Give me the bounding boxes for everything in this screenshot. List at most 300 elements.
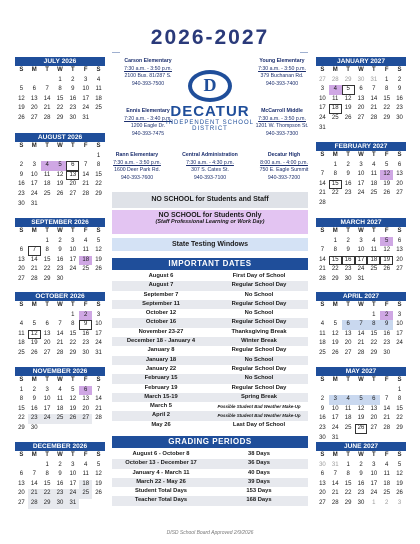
calendar-day: [355, 386, 368, 396]
weekday-label: T: [45, 67, 49, 73]
school-name: Carson Elementary: [124, 58, 172, 64]
calendar-day: 16: [383, 330, 391, 337]
calendar-day: 20: [30, 105, 38, 112]
calendar-day: 20: [357, 105, 365, 112]
school-hours[interactable]: 7:30 a.m. - 4:30 p.m.: [186, 159, 234, 166]
weekday-label: S: [96, 302, 101, 308]
school-address: 379 Buchanan Rd.: [260, 73, 304, 80]
calendar-day: [367, 386, 380, 396]
school-phone: 940-393-7475: [131, 130, 165, 137]
calendar-august-2026: [15, 133, 105, 209]
calendar-day: 20: [396, 180, 403, 187]
calendar-day: [355, 124, 368, 134]
calendar-day: 12: [380, 170, 393, 180]
weekday-label: T: [71, 302, 75, 308]
calendar-day: 25: [95, 105, 102, 112]
row-description: 39 Days: [248, 478, 270, 485]
calendar-day: 20: [370, 415, 378, 422]
calendar-day: [380, 124, 393, 134]
calendar-day: 29: [344, 499, 352, 506]
weekday-label: T: [45, 302, 49, 308]
calendar-day: 27: [18, 499, 25, 506]
table-row: [112, 300, 308, 309]
weekday-label: T: [346, 67, 350, 73]
school-phone: 940-393-7400: [265, 80, 299, 87]
legend-no-school-students-sub: (Staff Professional Learning or Work Day): [155, 219, 265, 225]
calendar-day: [342, 386, 355, 396]
weekday-label: F: [384, 152, 389, 158]
table-row: [112, 365, 308, 374]
weekday-label: S: [397, 302, 402, 308]
calendar-day: [342, 311, 355, 321]
calendar-day: [79, 152, 92, 162]
weekday-label: T: [71, 452, 75, 458]
month-grid: [15, 301, 105, 359]
row-date: September 11: [142, 300, 180, 307]
calendar-day: 23: [18, 190, 25, 197]
calendar-day: 10: [69, 471, 77, 478]
weekday-label: S: [96, 228, 101, 234]
calendar-day: [329, 386, 342, 396]
calendar-day: 17: [396, 330, 403, 337]
calendar-day: [54, 424, 67, 434]
calendar-day: 19: [95, 256, 102, 263]
calendar-day: 8: [45, 247, 49, 254]
row-date: January 8: [147, 347, 175, 354]
school-name: Decatur High: [267, 152, 301, 158]
calendar-day: 9: [79, 320, 92, 330]
calendar-day: 25: [18, 349, 25, 356]
calendar-day: 12: [18, 95, 25, 102]
calendar-day: 10: [370, 471, 378, 478]
calendar-day: [66, 152, 79, 162]
calendar-day: 10: [30, 171, 38, 178]
logo-word-decatur: DECATUR: [170, 103, 250, 120]
calendar-day: 6: [342, 320, 355, 330]
calendar-day: [28, 461, 41, 471]
row-date: October 13 - December 17: [125, 460, 197, 467]
month-header: AUGUST 2026: [15, 133, 105, 142]
calendar-day: 6: [397, 161, 402, 168]
table-row: [112, 318, 308, 327]
calendar-day: 30: [383, 349, 391, 356]
calendar-day: 14: [331, 480, 339, 487]
calendar-day: 9: [19, 171, 24, 178]
calendar-day: [329, 124, 342, 134]
calendar-day: 2: [346, 161, 350, 168]
calendar-day: 2: [346, 237, 350, 244]
calendar-day: 5: [385, 161, 389, 168]
calendar-day: [329, 311, 342, 321]
weekday-label: S: [320, 302, 325, 308]
school-hours[interactable]: 7:30 a.m. - 3:50 p.m.: [113, 159, 161, 166]
calendar-day: 4: [329, 85, 342, 95]
calendar-day: 22: [370, 340, 378, 347]
weekday-label: T: [372, 152, 376, 158]
row-date: December 18 - January 4: [126, 338, 196, 345]
calendar-day: 13: [82, 396, 90, 403]
calendar-day: 4: [84, 461, 88, 468]
calendar-day: [380, 275, 393, 285]
calendar-day: 2: [380, 311, 393, 321]
calendar-day: 29: [95, 190, 102, 197]
calendar-day: 24: [357, 190, 365, 197]
calendar-day: 8: [45, 471, 49, 478]
calendar-day: 18: [367, 256, 380, 266]
calendar-day: 15: [383, 95, 391, 102]
weekday-label: S: [320, 452, 325, 458]
calendar-day: 10: [396, 321, 403, 328]
school-hours[interactable]: 7:30 a.m. - 3:50 p.m.: [258, 115, 306, 122]
calendar-day: [393, 124, 406, 134]
calendar-day: 22: [18, 415, 25, 422]
calendar-day: [316, 386, 329, 396]
weekday-label: S: [397, 152, 402, 158]
calendar-day: 30: [82, 349, 90, 356]
weekday-label: T: [346, 302, 350, 308]
legend-no-school-students: [112, 210, 308, 234]
calendar-day: 19: [56, 181, 64, 188]
calendar-day: 25: [319, 349, 326, 356]
weekday-label: S: [320, 67, 325, 73]
weekday-label: M: [332, 152, 338, 158]
calendar-day: 27: [79, 414, 92, 424]
calendar-day: 6: [45, 321, 49, 328]
calendar-day: 9: [58, 471, 62, 478]
legend-no-school-staff: [112, 192, 308, 208]
calendar-day: [355, 199, 368, 209]
calendar-day: 30: [319, 434, 326, 441]
calendar-day: 1: [333, 161, 337, 168]
table-row: [112, 411, 308, 420]
calendar-day: [92, 200, 105, 210]
calendar-day: 26: [30, 349, 38, 356]
table-row: [112, 374, 308, 383]
calendar-day: [28, 76, 41, 86]
row-description: No School: [244, 375, 274, 382]
weekday-label: T: [372, 452, 376, 458]
calendar-day: [41, 200, 54, 210]
school-phone: 940-393-7600: [120, 174, 154, 181]
calendar-day: 8: [333, 247, 337, 254]
calendar-day: 13: [357, 95, 365, 102]
row-date: Teacher Total Days: [134, 497, 188, 504]
row-description: 168 Days: [246, 497, 272, 504]
calendar-day: 10: [95, 321, 102, 328]
calendar-day: 22: [344, 490, 352, 497]
calendar-day: [54, 200, 67, 210]
month-header: MAY 2027: [316, 367, 406, 376]
calendar-day: 26: [18, 114, 25, 121]
weekday-label: M: [332, 67, 338, 73]
weekday-label: M: [31, 228, 37, 234]
table-row: [112, 402, 308, 411]
calendar-day: 28: [82, 190, 90, 197]
calendar-day: 3: [397, 311, 402, 318]
calendar-day: 23: [357, 490, 365, 497]
calendar-day: 23: [82, 340, 90, 347]
calendar-day: 12: [357, 405, 365, 412]
calendar-day: [54, 311, 67, 321]
school-address: 2100 Bus. 81/287 S.: [124, 73, 172, 80]
calendar-day: 30: [54, 499, 67, 509]
calendar-day: [15, 311, 28, 321]
calendar-day: 21: [370, 105, 378, 112]
calendar-day: 9: [346, 171, 350, 178]
calendar-day: 27: [370, 424, 378, 431]
school-central-admin: [168, 152, 252, 182]
calendar-day: 1: [372, 311, 376, 318]
weekday-label: W: [57, 302, 63, 308]
school-phone: 940-393-7200: [267, 174, 301, 181]
weekday-label: W: [57, 67, 63, 73]
calendar-day: 21: [30, 266, 38, 273]
calendar-day: 4: [41, 161, 54, 171]
grading-periods-header: [112, 436, 308, 448]
row-date: March 5: [150, 403, 172, 410]
calendar-day: [41, 152, 54, 162]
calendar-day: 10: [357, 171, 365, 178]
row-date: September 7: [143, 291, 179, 298]
calendar-day: [329, 199, 342, 209]
month-header: SEPTEMBER 2026: [15, 218, 105, 227]
calendar-day: 19: [357, 415, 365, 422]
calendar-day: 21: [331, 490, 339, 497]
calendar-day: 18: [344, 415, 352, 422]
calendar-day: 31: [95, 349, 102, 356]
calendar-day: 13: [370, 405, 378, 412]
school-hours[interactable]: 8:00 a.m. - 4:00 p.m.: [260, 159, 308, 166]
calendar-day: 10: [69, 247, 77, 254]
month-header: MARCH 2027: [316, 218, 406, 227]
calendar-day: 19: [396, 480, 403, 487]
weekday-label: T: [346, 228, 350, 234]
calendar-day: 7: [32, 471, 36, 478]
calendar-day: 1: [58, 76, 62, 83]
school-hours[interactable]: 7:20 a.m. - 3:40 p.m.: [124, 115, 172, 122]
calendar-day: [15, 461, 28, 471]
calendar-day: 24: [370, 490, 378, 497]
calendar-day: 8: [19, 396, 24, 403]
page-title: 2026-2027: [150, 26, 270, 49]
calendar-day: 8: [346, 471, 350, 478]
calendar-day: 27: [18, 275, 25, 282]
calendar-day: 20: [18, 490, 25, 497]
calendar-day: 4: [320, 321, 325, 328]
calendar-day: 13: [43, 330, 51, 337]
calendar-day: 2: [58, 237, 62, 244]
row-date: April 2: [151, 412, 171, 419]
calendar-day: 15: [95, 171, 102, 178]
calendar-day: 14: [370, 95, 378, 102]
calendar-day: 21: [43, 105, 51, 112]
calendar-day: 3: [397, 499, 402, 506]
calendar-day: 24: [357, 266, 365, 273]
calendar-day: 22: [69, 340, 77, 347]
calendar-day: 8: [333, 171, 337, 178]
calendar-day: [79, 200, 92, 210]
calendar-day: 30: [30, 424, 38, 431]
calendar-day: 29: [396, 424, 403, 431]
calendar-day: 22: [56, 105, 64, 112]
calendar-day: 19: [18, 105, 25, 112]
calendar-day: 8: [397, 396, 402, 403]
calendar-day: 3: [329, 395, 342, 405]
weekday-label: S: [96, 452, 101, 458]
calendar-day: 15: [43, 480, 51, 487]
month-grid: [316, 66, 406, 133]
calendar-day: 25: [331, 114, 339, 121]
calendar-day: [367, 199, 380, 209]
calendar-day: 30: [396, 114, 403, 121]
calendar-day: 3: [84, 76, 88, 83]
calendar-september-2026: [15, 218, 105, 285]
calendar-day: 2: [19, 162, 24, 169]
weekday-label: M: [332, 452, 338, 458]
calendar-day: 11: [319, 330, 326, 337]
calendar-day: 5: [397, 461, 402, 468]
calendar-day: [41, 76, 54, 86]
weekday-label: M: [31, 452, 37, 458]
calendar-day: 5: [355, 395, 368, 405]
calendar-day: 29: [56, 114, 64, 121]
weekday-label: S: [96, 143, 101, 149]
weekday-label: S: [19, 143, 24, 149]
calendar-day: 23: [54, 489, 67, 499]
calendar-day: [367, 124, 380, 134]
calendar-day: 15: [396, 405, 403, 412]
weekday-label: F: [384, 302, 389, 308]
calendar-day: 24: [82, 105, 90, 112]
calendar-day: 27: [30, 114, 38, 121]
calendar-day: 9: [359, 471, 363, 478]
table-row: [112, 346, 308, 355]
calendar-day: 12: [95, 247, 102, 254]
calendar-day: 30: [18, 200, 25, 207]
calendar-day: 12: [95, 471, 102, 478]
calendar-day: 2: [397, 76, 402, 83]
weekday-label: M: [31, 302, 37, 308]
school-address: 750 E. Eagle Summit: [259, 167, 309, 174]
weekday-label: W: [57, 143, 63, 149]
calendar-day: [15, 152, 28, 162]
calendar-day: 5: [96, 461, 101, 468]
calendar-day: 29: [43, 275, 51, 282]
logo-word-district: INDEPENDENT SCHOOL DISTRICT: [166, 120, 254, 132]
calendar-october-2026: [15, 292, 105, 359]
calendar-day: 30: [357, 76, 365, 83]
calendar-day: 7: [84, 162, 88, 169]
calendar-day: 11: [370, 247, 377, 254]
table-row: [112, 384, 308, 393]
school-hours[interactable]: 7:30 a.m. - 3:50 p.m.: [258, 65, 306, 72]
calendar-day: [380, 199, 393, 209]
calendar-day: 20: [396, 256, 403, 263]
weekday-label: T: [372, 67, 376, 73]
weekday-label: S: [320, 377, 325, 383]
weekday-label: F: [83, 377, 88, 383]
calendar-day: 16: [357, 480, 365, 487]
calendar-day: 2: [359, 461, 363, 468]
weekday-label: F: [384, 67, 389, 73]
table-row: [112, 272, 308, 281]
weekday-label: S: [96, 377, 101, 383]
weekday-label: T: [71, 143, 75, 149]
calendar-day: [342, 199, 355, 209]
calendar-day: [367, 275, 380, 285]
school-hours[interactable]: 7:30 a.m. - 3:50 p.m.: [124, 65, 172, 72]
calendar-day: 10: [82, 86, 90, 93]
calendar-day: [28, 152, 41, 162]
calendar-day: 24: [331, 424, 339, 431]
calendar-day: [92, 424, 105, 434]
calendar-day: 3: [45, 386, 49, 393]
calendar-day: 28: [43, 114, 51, 121]
calendar-day: 4: [372, 161, 376, 168]
calendar-day: 5: [71, 386, 75, 393]
calendar-day: 23: [383, 340, 391, 347]
calendar-day: [54, 152, 67, 162]
district-logo: [165, 70, 255, 132]
row-description: Spring Break: [240, 393, 278, 400]
school-name: Central Administration: [182, 152, 238, 158]
calendar-day: 18: [18, 340, 25, 347]
calendar-day: 13: [30, 95, 38, 102]
calendar-day: 22: [95, 181, 102, 188]
calendar-day: [41, 424, 54, 434]
calendar-day: 9: [58, 247, 62, 254]
calendar-day: 26: [396, 490, 403, 497]
weekday-label: T: [45, 228, 49, 234]
calendar-july-2026: [15, 57, 105, 124]
weekday-label: F: [83, 228, 88, 234]
calendar-day: 22: [331, 190, 339, 197]
table-row: [112, 328, 308, 337]
row-description: 36 Days: [248, 460, 270, 467]
calendar-day: 12: [28, 330, 41, 340]
calendar-march-2027: [316, 218, 406, 285]
weekday-label: S: [397, 67, 402, 73]
calendar-day: 21: [56, 340, 64, 347]
row-description: Possible Student Bad Weather Make-Up: [217, 413, 301, 419]
important-dates-table: [112, 272, 308, 430]
month-header: DECEMBER 2026: [15, 442, 105, 451]
table-row: [112, 393, 308, 402]
calendar-day: 1: [71, 311, 75, 318]
calendar-day: 10: [357, 247, 365, 254]
calendar-day: 30: [319, 461, 326, 468]
calendar-day: 4: [372, 237, 376, 244]
calendar-day: [92, 499, 105, 509]
month-grid: [316, 376, 406, 443]
calendar-day: 24: [69, 266, 77, 273]
calendar-day: 21: [28, 489, 41, 499]
calendar-day: 29: [344, 76, 352, 83]
school-phone: 940-393-7500: [131, 80, 165, 87]
calendar-day: 21: [319, 190, 326, 197]
title-rule-right: [300, 52, 308, 53]
calendar-day: 21: [357, 340, 365, 347]
calendar-day: 16: [69, 95, 77, 102]
month-header: NOVEMBER 2026: [15, 367, 105, 376]
calendar-day: 30: [357, 499, 365, 506]
calendar-day: 11: [383, 471, 390, 478]
calendar-day: 7: [58, 321, 62, 328]
row-date: August 7: [148, 282, 174, 289]
weekday-label: T: [45, 452, 49, 458]
month-header: JUNE 2027: [316, 442, 406, 451]
calendar-day: 14: [383, 405, 391, 412]
